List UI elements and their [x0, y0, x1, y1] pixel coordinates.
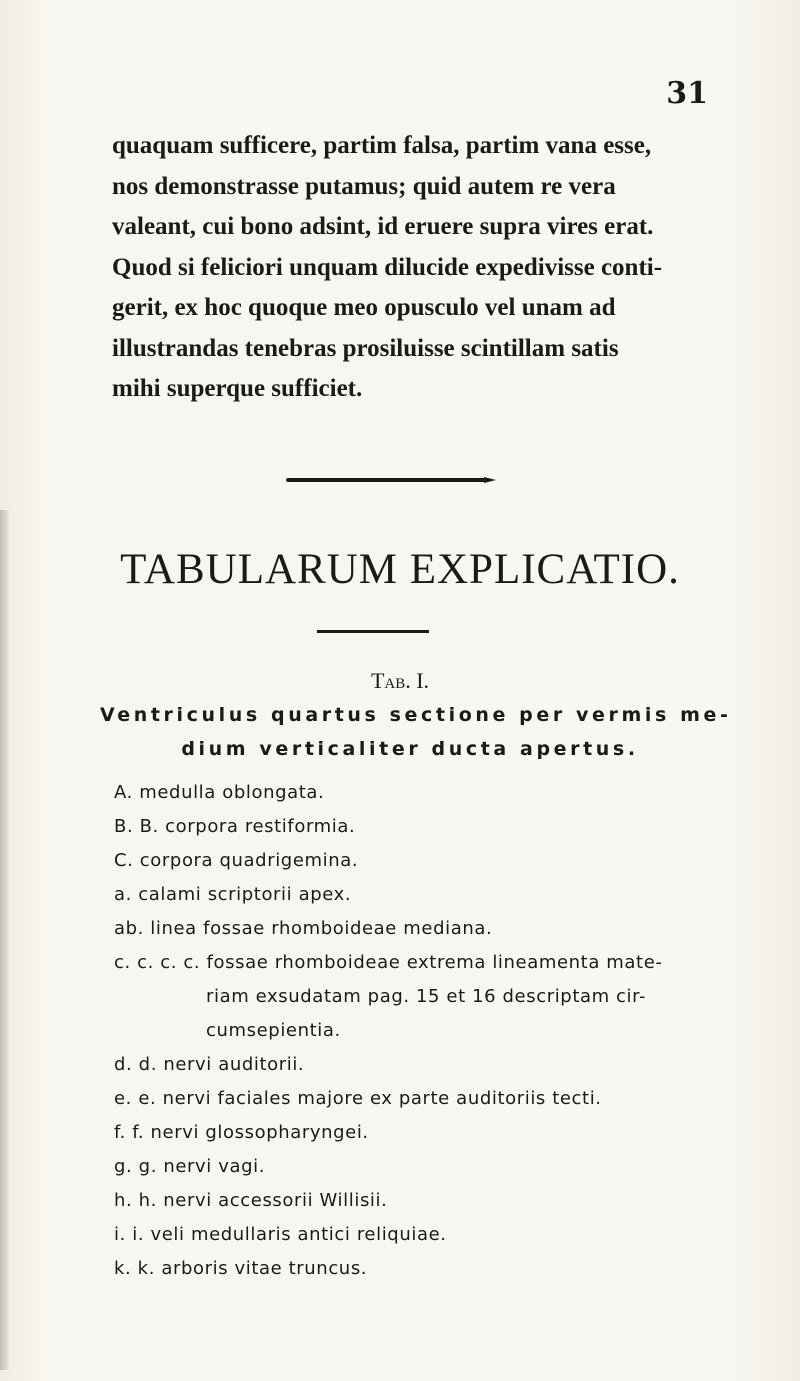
- prose-line: mihi superque sufficiet.: [112, 375, 363, 402]
- legend-item: h. h. nervi accessorii Willisii.: [114, 1190, 388, 1211]
- legend-item: i. i. veli medullaris antici reliquiae.: [114, 1224, 447, 1245]
- plate-caption-line: dium verticaliter ducta apertus.: [181, 738, 639, 760]
- plate-caption-line: Ventriculus quartus sectione per vermis me-: [100, 704, 732, 726]
- page-edge-shadow: [0, 510, 10, 1370]
- page-number: 31: [666, 76, 708, 111]
- prose-line: illustrandas tenebras prosiluisse scintillam satis: [112, 334, 619, 362]
- legend-item: ab. linea fossae rhomboideae mediana.: [114, 918, 493, 939]
- legend-list: [114, 776, 754, 1286]
- divider-rule: [317, 630, 429, 633]
- prose-line: nos demonstrasse putamus; quid autem re vera: [112, 172, 616, 200]
- legend-item: k. k. arboris vitae truncus.: [114, 1258, 368, 1279]
- legend-item: d. d. nervi auditorii.: [114, 1054, 305, 1075]
- legend-item-continuation: cumsepientia.: [206, 1020, 341, 1041]
- legend-item: g. g. nervi vagi.: [114, 1156, 266, 1177]
- legend-item: a. calami scriptorii apex.: [114, 884, 352, 905]
- legend-item: c. c. c. c. fossae rhomboideae extrema lineamenta mate-: [114, 952, 663, 973]
- legend-item: e. e. nervi faciales majore ex parte auditoriis tecti.: [114, 1088, 602, 1109]
- legend-item-continuation: riam exsudatam pag. 15 et 16 descriptam cir-: [206, 986, 647, 1007]
- legend-item: A. medulla oblongata.: [114, 782, 325, 803]
- prose-paragraph: [112, 126, 732, 410]
- prose-line: Quod si feliciori unquam dilucide expedivisse conti-: [112, 253, 663, 281]
- plate-label: Tab. I.: [370, 668, 430, 693]
- prose-line: valeant, cui bono adsint, id eruere supra vires erat.: [112, 213, 654, 240]
- legend-item: f. f. nervi glossopharyngei.: [114, 1122, 369, 1143]
- prose-line: quaquam sufficere, partim falsa, partim vana esse,: [112, 132, 652, 159]
- legend-item: B. B. corpora restiformia.: [114, 816, 356, 837]
- decorative-rule: [286, 478, 486, 482]
- prose-line: gerit, ex hoc quoque meo opusculo vel unam ad: [112, 294, 616, 321]
- legend-item: C. corpora quadrigemina.: [114, 850, 359, 871]
- section-heading: TABULARUM EXPLICATIO.: [120, 546, 680, 593]
